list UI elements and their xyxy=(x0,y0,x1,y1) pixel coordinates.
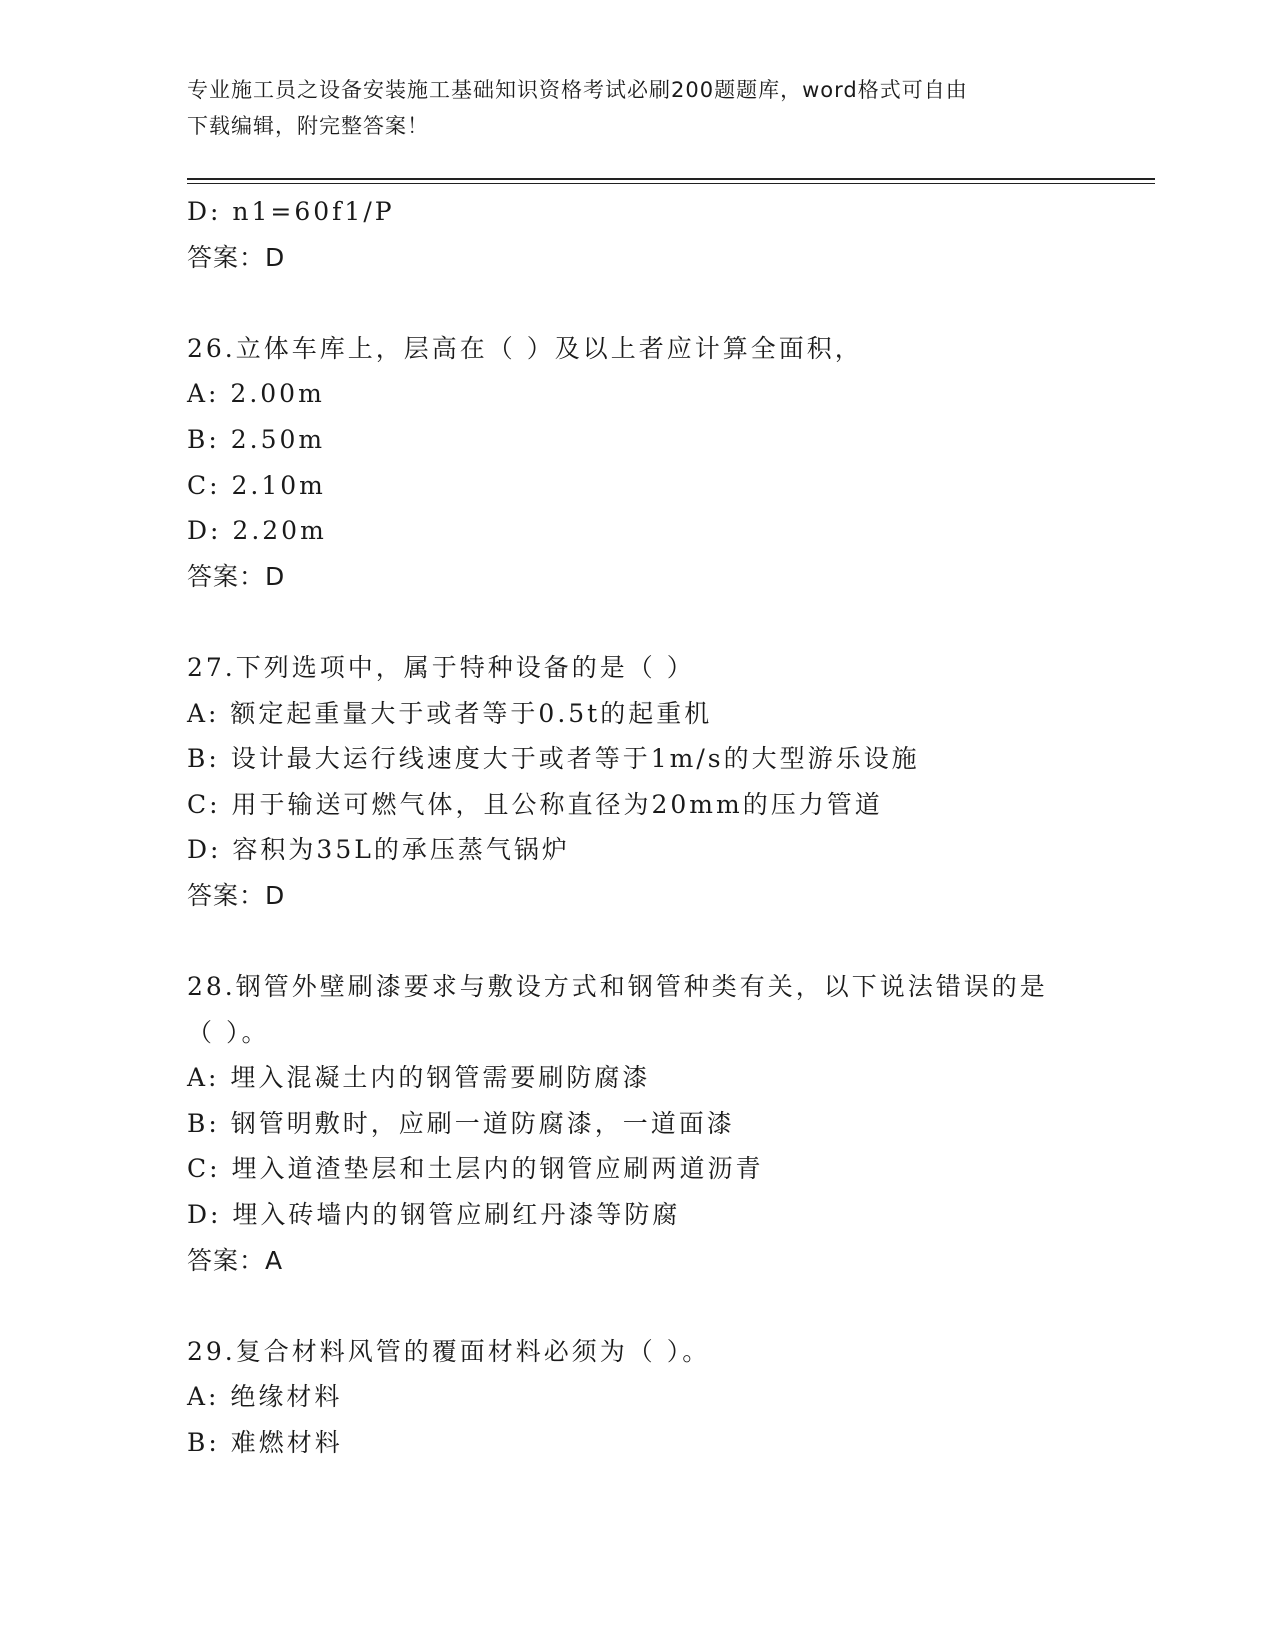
option-b: B: 难燃材料 xyxy=(187,1428,343,1458)
option-a: A: 埋入混凝土内的钢管需要刷防腐漆 xyxy=(187,1063,651,1093)
header-divider-thick xyxy=(187,178,1155,180)
option-c: C: 用于输送可燃气体，且公称直径为20mm的压力管道 xyxy=(187,789,883,819)
question-stem: 26.立体车库上，层高在（ ）及以上者应计算全面积， xyxy=(187,333,863,363)
option-d: D: 2.20m xyxy=(187,516,327,546)
document-header xyxy=(187,72,1067,144)
prev-answer: 答案：D xyxy=(187,242,286,272)
option-b: B: 钢管明敷时，应刷一道防腐漆，一道面漆 xyxy=(187,1108,735,1138)
question-26 xyxy=(187,326,1087,600)
header-line-2: 下载编辑，附完整答案！ xyxy=(187,114,429,138)
option-a: A: 2.00m xyxy=(187,379,325,409)
header-divider-thin xyxy=(187,183,1155,184)
option-c: C: 2.10m xyxy=(187,470,326,500)
answer: 答案：D xyxy=(187,561,286,591)
question-29 xyxy=(187,1329,1087,1466)
question-27 xyxy=(187,645,1087,919)
question-stem: 27.下列选项中，属于特种设备的是（ ） xyxy=(187,652,695,682)
question-stem: 28.钢管外壁刷漆要求与敷设方式和钢管种类有关，以下说法错误的是 xyxy=(187,972,1048,1002)
option-b: B: 2.50m xyxy=(187,424,326,454)
option-b: B: 设计最大运行线速度大于或者等于1m/s的大型游乐设施 xyxy=(187,744,920,774)
question-stem: 29.复合材料风管的覆面材料必须为（ ）。 xyxy=(187,1336,711,1366)
option-c: C: 埋入道渣垫层和土层内的钢管应刷两道沥青 xyxy=(187,1154,764,1184)
option-d: D: 埋入砖墙内的钢管应刷红丹漆等防腐 xyxy=(187,1200,681,1230)
answer: 答案：A xyxy=(187,1245,284,1275)
prev-option-d: D: n1=60f1/P xyxy=(187,197,395,226)
question-stem-continued: （ ）。 xyxy=(187,1017,270,1047)
option-d: D: 容积为35L的承压蒸气锅炉 xyxy=(187,835,570,865)
option-a: A: 额定起重量大于或者等于0.5t的起重机 xyxy=(187,698,713,728)
option-a: A: 绝缘材料 xyxy=(187,1382,343,1412)
question-list xyxy=(187,189,1087,1466)
question-28 xyxy=(187,964,1087,1283)
header-line-1: 专业施工员之设备安装施工基础知识资格考试必刷200题题库，word格式可自由 xyxy=(187,78,968,102)
answer: 答案：D xyxy=(187,880,286,910)
